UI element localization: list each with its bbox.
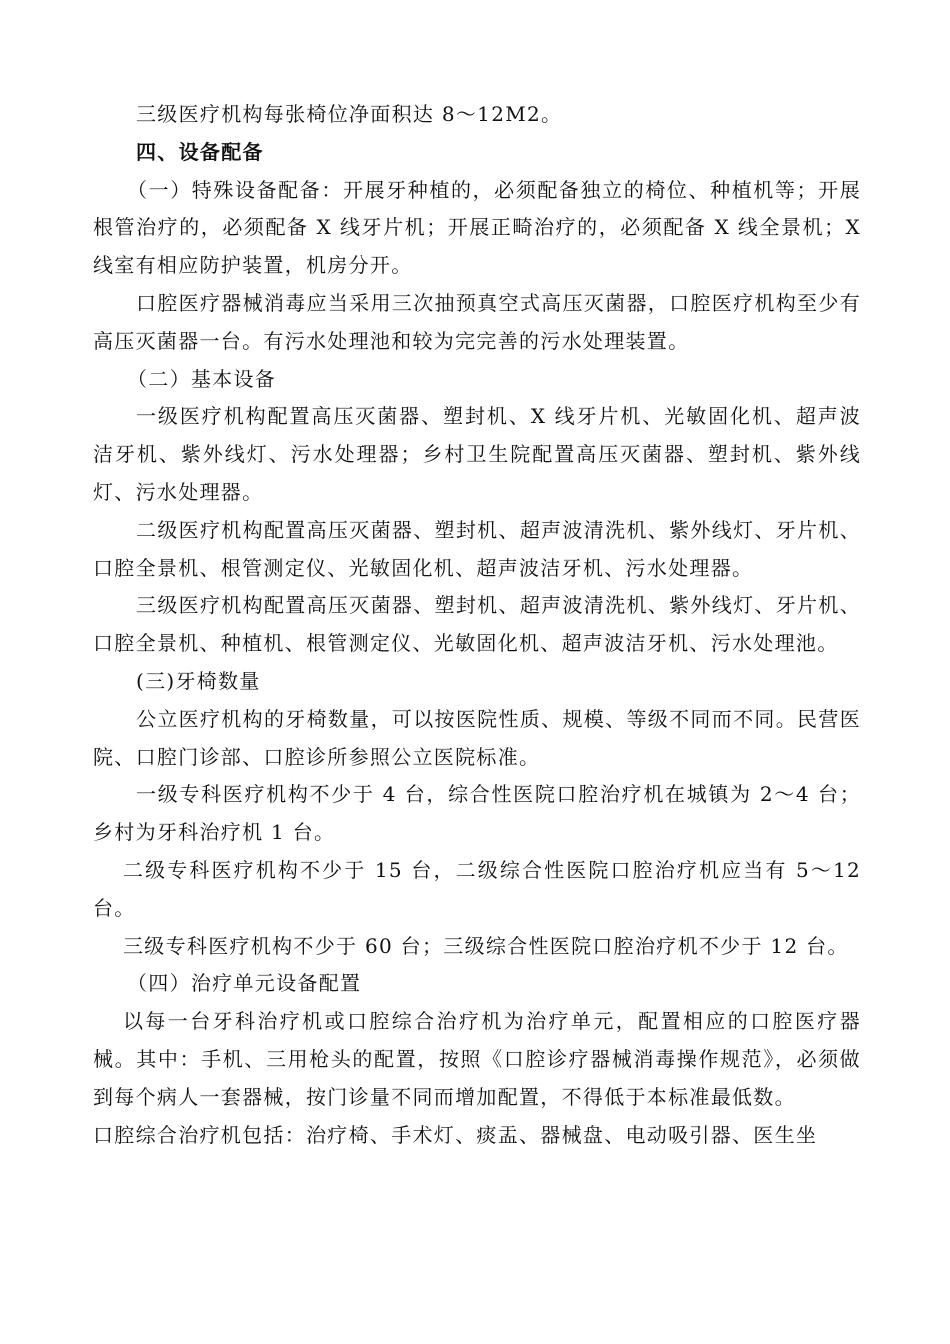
section-heading-equipment: 四、设备配备 [136,139,264,164]
paragraph-tier3-equipment: 三级医疗机构配置高压灭菌器、塑封机、超声波清洗机、紫外线灯、牙片机、口腔全景机、种植机、根管测定仪、光敏固化机、超声波洁牙机、污水处理池。 [93,593,861,656]
paragraph-tier2-chairs: 二级专科医疗机构不少于 15 台，二级综合性医院口腔治疗机应当有 5～12 台。 [93,857,861,920]
paragraph-sterilization: 口腔医疗器械消毒应当采用三次抽预真空式高压灭菌器，口腔医疗机构至少有高压灭菌器一台。有污水处理池和较为完完善的污水处理装置。 [93,290,861,353]
subheading-chair-count: (三)牙椅数量 [136,668,261,693]
paragraph-treatment-unit: 以每一台牙科治疗机或口腔综合治疗机为治疗单元，配置相应的口腔医疗器械。其中：手机、三用枪头的配置，按照《口腔诊疗器械消毒操作规范》，必须做到每个病人一套器械，按门诊量不同而增加配置，不得低于本标准最低数。 [93,1009,861,1109]
paragraph-tier2-equipment: 二级医疗机构配置高压灭菌器、塑封机、超声波清洗机、紫外线灯、牙片机、口腔全景机、根管测定仪、光敏固化机、超声波洁牙机、污水处理器。 [93,517,861,580]
paragraph-public-chairs: 公立医疗机构的牙椅数量，可以按医院性质、规模、等级不同而不同。民营医院、口腔门诊部、口腔诊所参照公立医院标准。 [93,706,861,769]
paragraph-special-equipment: （一）特殊设备配备：开展牙种植的，必须配备独立的椅位、种植机等；开展根管治疗的，必须配备 X 线牙片机；开展正畸治疗的，必须配备 X 线全景机；X 线室有相应防护装置，机房分开。 [93,177,861,278]
subheading-basic-equipment: （二）基本设备 [127,366,277,391]
paragraph-tier1-chairs: 一级专科医疗机构不少于 4 台，综合性医院口腔治疗机在城镇为 2～4 台；乡村为牙科治疗机 1 台。 [93,782,861,845]
paragraph-area-tier3: 三级医疗机构每张椅位净面积达 8～12M2。 [136,102,563,126]
paragraph-integrated-unit: 口腔综合治疗机包括：治疗椅、手术灯、痰盂、器械盘、电动吸引器、医生坐 [93,1122,818,1147]
paragraph-tier3-chairs: 三级专科医疗机构不少于 60 台；三级综合性医院口腔治疗机不少于 12 台。 [123,933,849,958]
subheading-treatment-unit: （四）治疗单元设备配置 [127,971,362,996]
paragraph-tier1-equipment: 一级医疗机构配置高压灭菌器、塑封机、X 线牙片机、光敏固化机、超声波洁牙机、紫外线灯、污水处理器；乡村卫生院配置高压灭菌器、塑封机、紫外线灯、污水处理器。 [93,404,861,504]
document-page [93,96,861,1154]
